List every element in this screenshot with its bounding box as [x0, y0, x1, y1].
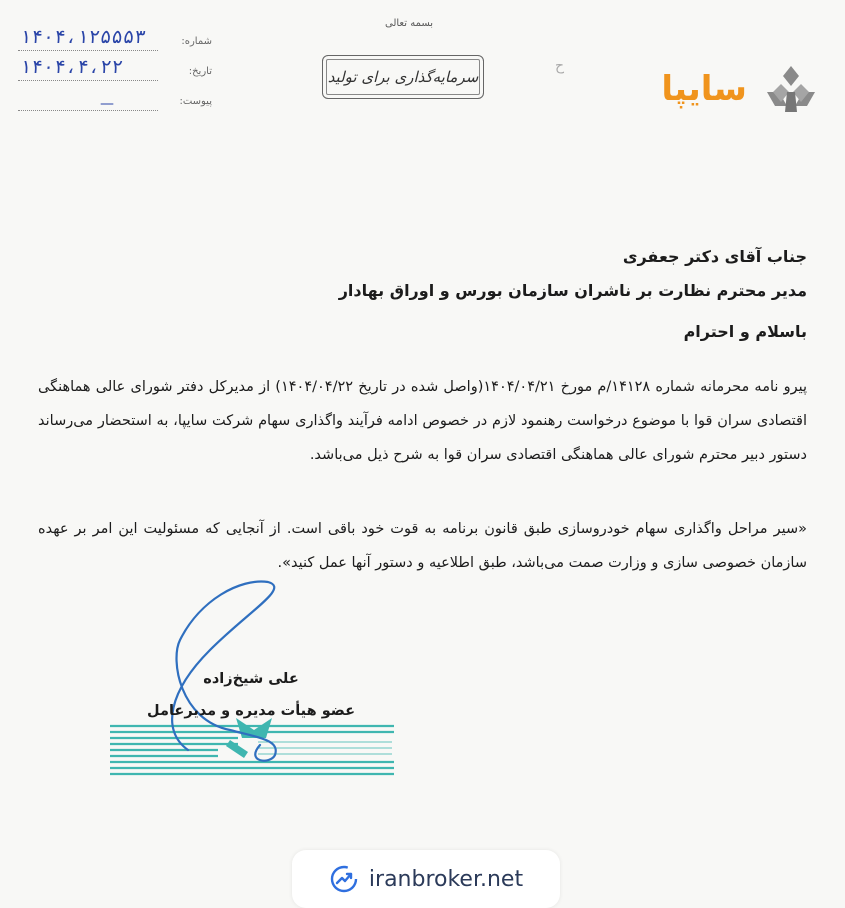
bismillah-text: بسمه تعالی: [385, 18, 434, 29]
number-value: ۱۴۰۴،۱۲۵۵۵۳: [18, 26, 147, 48]
recipient: [38, 240, 807, 308]
growth-chart-icon: [329, 864, 359, 894]
brand: [661, 62, 823, 116]
date-value: ۱۴۰۴،۴،۲۲: [18, 56, 125, 78]
watermark-badge: [292, 850, 560, 908]
attachment-row: [18, 86, 218, 116]
motto-emblem: سرمایه‌گذاری برای تولید: [322, 55, 484, 99]
recipient-title: مدیر محترم نظارت بر ناشران سازمان بورس و اوراق بهادار: [338, 281, 807, 300]
brand-name: سایپا: [661, 69, 747, 109]
pen-mark: ح: [555, 58, 565, 74]
attachment-label: پیوست:: [179, 96, 212, 107]
letter-meta: [18, 26, 218, 116]
attachment-value: —: [100, 96, 114, 112]
watermark-text: iranbroker.net: [368, 866, 524, 892]
number-label: شماره:: [181, 36, 212, 47]
paragraph-2: «سیر مراحل واگذاری سهام خودروسازی طبق قانون برنامه به قوت خود باقی است. از آنجایی که مسئولیت این امر بر عهده سازمان خصوصی سازی و وزارت صمت می‌باشد، طبق اطلاعیه و دستور آنها عمل کنید».: [38, 521, 807, 571]
greeting: باسلام و احترام: [683, 322, 807, 341]
paragraph-1: پیرو نامه محرمانه شماره ۱۴۱۲۸/م مورخ ۱۴۰۴/۰۴/۲۱(واصل شده در تاریخ ۱۴۰۴/۰۴/۲۲) از مدیرکل دفتر شورای عالی هماهنگی اقتصادی سران قوا با موضوع درخواست رهنمود لازم در خصوص ادامه فرآیند واگذاری سهام شرکت سایپا، به استحضار می‌رساند دستور دبیر محترم شورای عالی هماهنگی اقتصادی سران قوا به شرح ذیل می‌باشد.: [38, 379, 808, 463]
date-row: [18, 56, 218, 86]
signer-name: علی شیخ‌زاده: [203, 671, 299, 687]
recipient-name: جناب آقای دکتر جعفری: [622, 247, 807, 266]
saipa-logo-icon: [759, 62, 823, 116]
signer-title: عضو هیأت مدیره و مدیرعامل: [147, 703, 355, 719]
signer-block: [147, 663, 355, 727]
date-label: تاریخ:: [188, 66, 212, 77]
number-row: [18, 26, 218, 56]
